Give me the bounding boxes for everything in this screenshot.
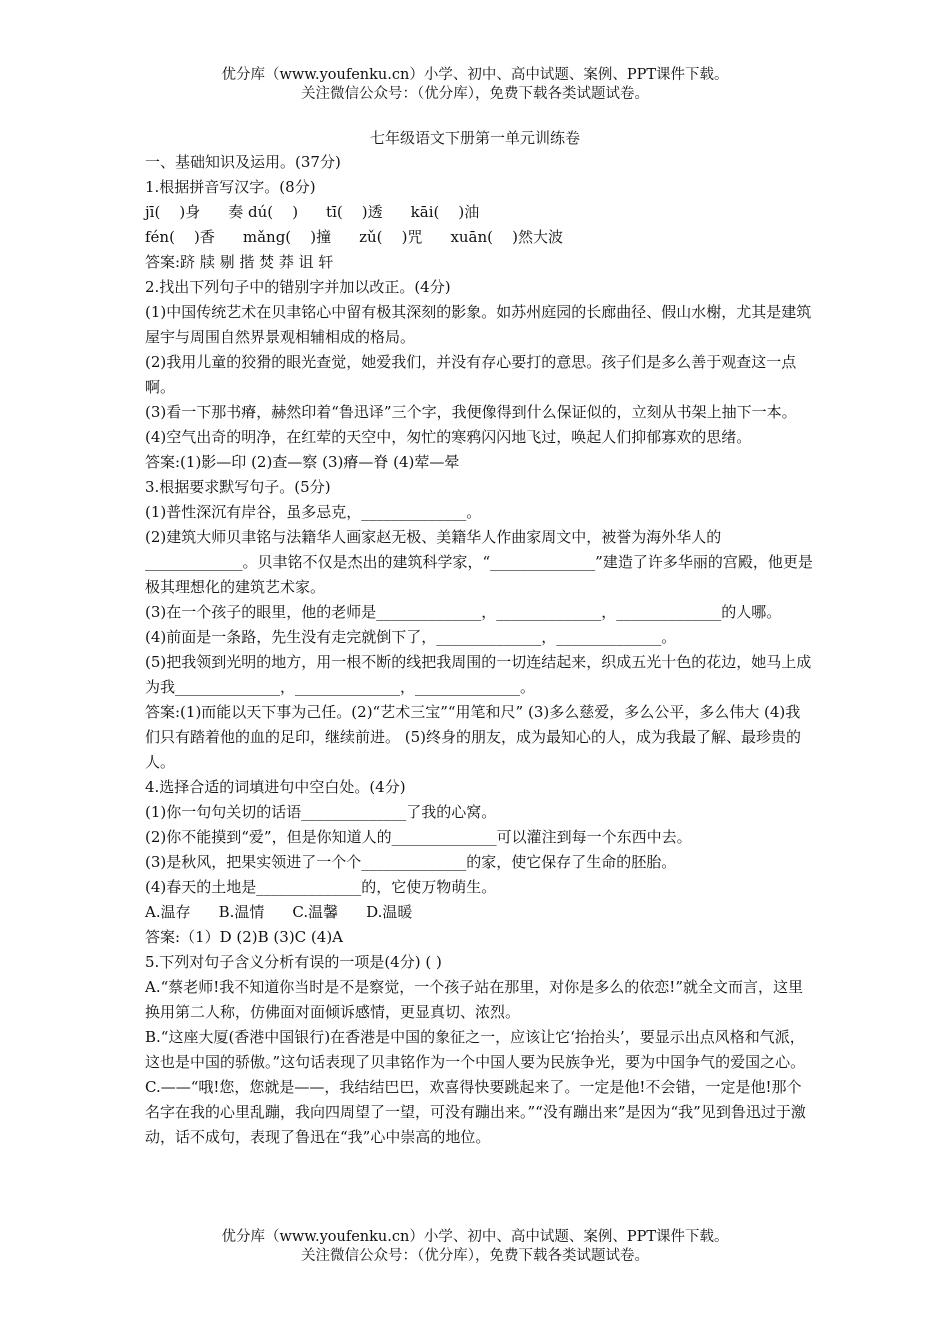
q4-item-1: (1)你一句句关切的话语______________了我的心窝。 xyxy=(145,803,497,821)
pinyin-item: zǔ( )咒 xyxy=(359,228,423,246)
q5-option-a: A.“蔡老师!我不知道你当时是不是察觉，一个孩子站在那里，对你是多么的依恋!”就全文而言，这里换用第二人称，仿佛面对面倾诉感情，更显真切、浓烈。 xyxy=(145,978,803,1021)
q3-item-1: (1)普性深沉有岸谷，虽多忌克，______________。 xyxy=(145,503,482,521)
pinyin-item: 奏 dú( ) xyxy=(228,203,299,221)
q2-answer: 答案:(1)影—印 (2)查—察 (3)瘠—脊 (4)荤—晕 xyxy=(145,453,460,471)
header-line-1: 优分库（www.youfenku.cn）小学、初中、高中试题、案例、PPT课件下载。 xyxy=(221,67,729,83)
pinyin-item: kāi( )油 xyxy=(410,203,480,221)
page-footer xyxy=(0,1228,950,1266)
q3-item-5: (5)把我领到光明的地方，用一根不断的线把我周围的一切连结起来，织成五光十色的花边，她马上成为我______________，______________，______________。 xyxy=(145,653,812,696)
q3-title: 3.根据要求默写句子。(5分) xyxy=(145,478,331,496)
q2-item-3: (3)看一下那书瘠，赫然印着“鲁迅译”三个字，我便像得到什么保证似的，立刻从书架上抽下一本。 xyxy=(145,403,797,421)
header-line-2: 关注微信公众号：（优分库），免费下载各类试题试卷。 xyxy=(301,86,649,102)
q4-item-3: (3)是秋风，把果实领进了一个个______________的家，使它保存了生命的胚胎。 xyxy=(145,853,677,871)
q2-item-2: (2)我用儿童的狡猾的眼光查觉，她爱我们，并没有存心要打的意思。孩子们是多么善于观查这一点啊。 xyxy=(145,353,797,396)
q1-title: 1.根据拼音写汉字。(8分) xyxy=(145,178,316,196)
q2-title: 2.找出下列句子中的错别字并加以改正。(4分) xyxy=(145,278,451,296)
section-heading: 一、基础知识及运用。(37分) xyxy=(145,153,341,171)
q5-option-c: C.——“哦!您，您就是——，我结结巴巴，欢喜得快要跳起来了。一定是他!不会错，一定是他!那个名字在我的心里乱蹦，我向四周望了一望，可没有蹦出来。”“没有蹦出来”是因为“我”见到鲁迅过于激动，话不成句，表现了鲁迅在“我”心中崇高的地位。 xyxy=(145,1078,806,1146)
option-d: D.温暖 xyxy=(366,903,413,921)
pinyin-item: mǎng( )撞 xyxy=(242,228,332,246)
q3-answer: 答案:(1)而能以天下事为己任。(2)“艺术三宝”“用笔和尺” (3)多么慈爱，多么公平，多么伟大 (4)我们只有踏着他的血的足印，继续前进。 (5)终身的朋友，成为最知心的人，成为我最了解、最珍贵的人。 xyxy=(145,703,802,771)
q4-item-2: (2)你不能摸到“爱”，但是你知道人的______________可以灌注到每一个东西中去。 xyxy=(145,828,692,846)
option-b: B.温情 xyxy=(218,903,265,921)
footer-line-2: 关注微信公众号：（优分库），免费下载各类试题试卷。 xyxy=(301,1248,649,1264)
q4-options xyxy=(145,900,815,925)
q5-title: 5.下列对句子含义分析有误的一项是(4分) ( ) xyxy=(145,953,442,971)
page-header xyxy=(0,66,950,104)
pinyin-item: xuān( )然大波 xyxy=(450,228,563,246)
q5-option-b: B.“这座大厦(香港中国银行)在香港是中国的象征之一，应该让它‘抬抬头’，要显示出点风格和气派，这也是中国的骄傲。”这句话表现了贝聿铭作为一个中国人要为民族争光，要为中国争气的爱国之心。 xyxy=(145,1028,806,1071)
option-a: A.温存 xyxy=(145,903,191,921)
q4-answer: 答案:（1）D (2)B (3)C (4)A xyxy=(145,928,344,946)
footer-line-1: 优分库（www.youfenku.cn）小学、初中、高中试题、案例、PPT课件下载。 xyxy=(221,1229,729,1245)
q4-title: 4.选择合适的词填进句中空白处。(4分) xyxy=(145,778,406,796)
document-title: 七年级语文下册第一单元训练卷 xyxy=(369,129,580,147)
pinyin-item: jī( )身 xyxy=(145,203,201,221)
q2-item-1: (1)中国传统艺术在贝聿铭心中留有极其深刻的影象。如苏州庭园的长廊曲径、假山水榭，尤其是建筑屋宇与周围自然界景观相辅相成的格局。 xyxy=(145,303,812,346)
option-c: C.温馨 xyxy=(292,903,339,921)
q3-item-3: (3)在一个孩子的眼里，他的老师是______________，______________，______________的人哪。 xyxy=(145,603,782,621)
pinyin-item: fén( )香 xyxy=(145,228,215,246)
q3-item-2: (2)建筑大师贝聿铭与法籍华人画家赵无极、美籍华人作曲家周文中，被誉为海外华人的_____________。贝聿铭不仅是杰出的建筑科学家，“______________”建造了许多华丽的宫殿，他更是极其理想化的建筑艺术家。 xyxy=(145,528,813,596)
q1-pinyin-row-1 xyxy=(145,200,815,225)
q2-item-4: (4)空气出奇的明净，在红荤的天空中，匆忙的寒鸦闪闪地飞过，唤起人们抑郁寡欢的思绪。 xyxy=(145,428,752,446)
q4-item-4: (4)春天的土地是______________的，它使万物萌生。 xyxy=(145,878,497,896)
q3-item-4: (4)前面是一条路，先生没有走完就倒下了，______________，______________。 xyxy=(145,628,677,646)
document-body xyxy=(145,150,815,1150)
pinyin-item: tī( )透 xyxy=(326,203,383,221)
q1-pinyin-row-2 xyxy=(145,225,815,250)
q1-answer: 答案:跻 牍 剔 揩 焚 莽 诅 轩 xyxy=(145,253,334,271)
